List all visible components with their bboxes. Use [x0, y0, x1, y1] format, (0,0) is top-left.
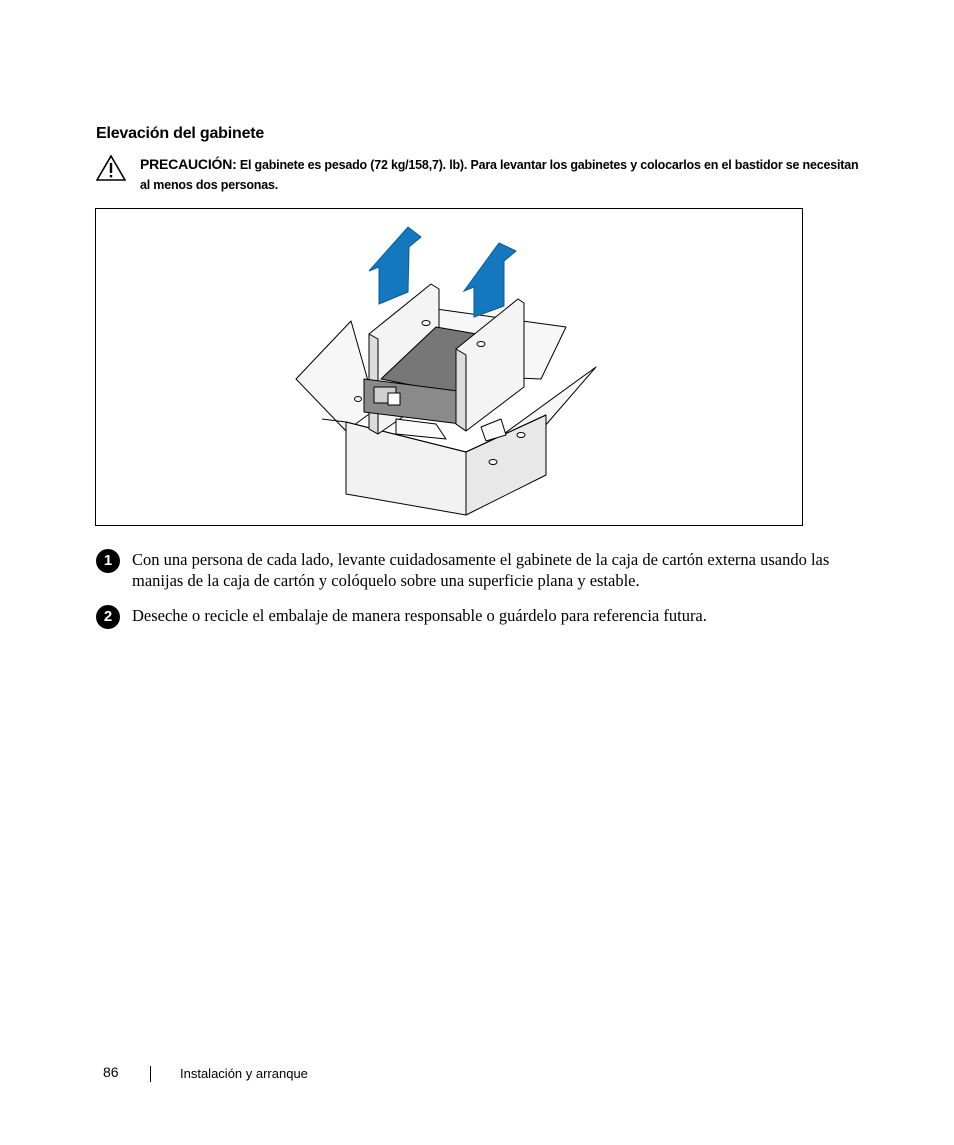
- page-number: 86: [103, 1064, 119, 1080]
- box-flap-left: [296, 321, 376, 431]
- step-number-badge: 1: [96, 549, 120, 573]
- footer-section-title: Instalación y arranque: [180, 1066, 308, 1081]
- lifting-cabinet-illustration: [96, 209, 802, 525]
- section-heading: Elevación del gabinete: [96, 125, 265, 142]
- step-text: Con una persona de cada lado, levante cuidadosamente el gabinete de la caja de cartón externa usando las manijas de la caja de cartón y colóquelo sobre una superficie plana y estable.: [132, 550, 830, 590]
- page-footer: [0, 1064, 954, 1084]
- warning-triangle-icon: [96, 155, 126, 181]
- lift-arrow-right: [464, 243, 516, 317]
- step-text: Deseche o recicle el embalaje de manera responsable o guárdelo para referencia futura.: [132, 606, 707, 625]
- caution-label: PRECAUCIÓN:: [140, 156, 237, 172]
- box-right-face: [466, 415, 546, 515]
- box-front-face: [346, 422, 466, 515]
- lift-arrow-left: [369, 227, 421, 304]
- step-number-badge: 2: [96, 605, 120, 629]
- footer-divider: [150, 1066, 151, 1082]
- caution-text: El gabinete es pesado (72 kg/158,7). lb). Para levantar los gabinetes y colocarlos en el bastidor se necesitan al menos dos personas.: [140, 158, 859, 192]
- caution-note: [140, 154, 860, 195]
- figure-frame: [95, 208, 803, 526]
